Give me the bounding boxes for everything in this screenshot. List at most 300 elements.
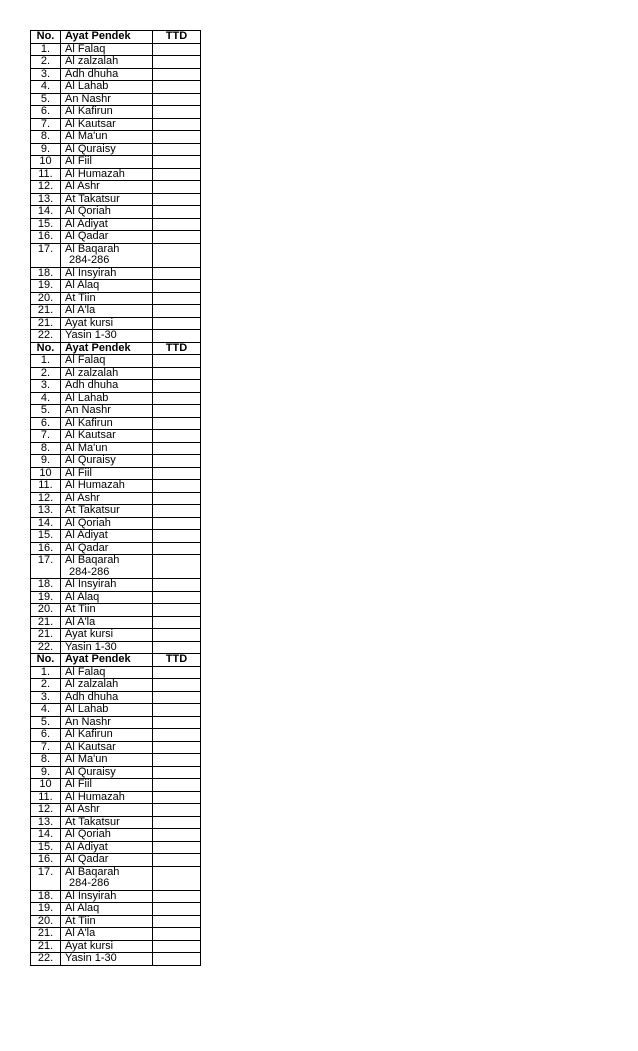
surah-name-cell <box>61 854 153 867</box>
row-number-cell: 13. <box>31 193 61 206</box>
surah-name: Al Alaq <box>65 279 100 291</box>
row-number-cell: 13. <box>31 505 61 518</box>
table-row <box>31 442 201 455</box>
signature-cell[interactable] <box>153 492 201 505</box>
signature-cell[interactable] <box>153 804 201 817</box>
table-row <box>31 218 201 231</box>
row-number-cell: 20. <box>31 604 61 617</box>
surah-name: Al zalzalah <box>65 55 119 67</box>
signature-cell[interactable] <box>153 480 201 493</box>
surah-name: Al Insyirah <box>65 578 117 590</box>
signature-cell[interactable] <box>153 43 201 56</box>
surah-name: Al Lahab <box>65 80 109 92</box>
row-number-cell: 12. <box>31 804 61 817</box>
row-number-cell: 20. <box>31 292 61 305</box>
row-number-cell: 11. <box>31 791 61 804</box>
signature-cell[interactable] <box>153 866 201 890</box>
table-row <box>31 741 201 754</box>
surah-name: At Tiin <box>65 603 96 615</box>
row-number-cell: 8. <box>31 442 61 455</box>
row-number-cell: 16. <box>31 542 61 555</box>
table-row <box>31 380 201 393</box>
signature-cell[interactable] <box>153 367 201 380</box>
surah-name-cell <box>61 131 153 144</box>
surah-verse-range: 284-286 <box>69 254 110 266</box>
surah-name: At Tiin <box>65 915 96 927</box>
row-number-cell: 9. <box>31 455 61 468</box>
surah-name: Al Fiil <box>65 778 92 790</box>
surah-name: Yasin 1-30 <box>65 952 117 964</box>
table-row <box>31 903 201 916</box>
surah-name: Ayat kursi <box>65 940 114 952</box>
surah-name-cell <box>61 505 153 518</box>
signature-cell[interactable] <box>153 716 201 729</box>
surah-name-cell <box>61 305 153 318</box>
signature-cell[interactable] <box>153 417 201 430</box>
table-header-row <box>31 342 201 355</box>
surah-name-cell <box>61 267 153 280</box>
signature-cell[interactable] <box>153 56 201 69</box>
table-row <box>31 292 201 305</box>
row-number-cell: 21. <box>31 616 61 629</box>
table-row <box>31 505 201 518</box>
table-row <box>31 168 201 181</box>
ayat-checklist-sheet <box>30 30 200 966</box>
table-row <box>31 317 201 330</box>
surah-name-cell <box>61 591 153 604</box>
surah-name: Yasin 1-30 <box>65 329 117 341</box>
table-row <box>31 591 201 604</box>
row-number-cell: 1. <box>31 666 61 679</box>
surah-name-cell <box>61 206 153 219</box>
surah-name-cell <box>61 143 153 156</box>
signature-cell[interactable] <box>153 629 201 642</box>
surah-name: Al Qoriah <box>65 517 111 529</box>
header-no-cell: No. <box>31 31 61 44</box>
surah-name: Al Kafirun <box>65 417 113 429</box>
table-row <box>31 641 201 654</box>
row-number-cell: 21. <box>31 317 61 330</box>
surah-name-cell <box>61 866 153 890</box>
signature-cell[interactable] <box>153 928 201 941</box>
table-row <box>31 181 201 194</box>
table-row <box>31 555 201 579</box>
surah-name: Al Humazah <box>65 168 125 180</box>
signature-cell[interactable] <box>153 455 201 468</box>
row-number-cell: 22. <box>31 953 61 966</box>
table-row <box>31 330 201 343</box>
surah-name: Al Humazah <box>65 791 125 803</box>
surah-name-cell <box>61 93 153 106</box>
surah-name-cell <box>61 68 153 81</box>
surah-name: Al Baqarah <box>65 866 120 878</box>
table-row <box>31 704 201 717</box>
surah-name-cell <box>61 779 153 792</box>
row-number-cell: 9. <box>31 766 61 779</box>
surah-name: Al Kautsar <box>65 118 116 130</box>
surah-name-cell <box>61 716 153 729</box>
signature-cell[interactable] <box>153 392 201 405</box>
signature-cell[interactable] <box>153 118 201 131</box>
row-number-cell: 17. <box>31 555 61 579</box>
surah-name-cell <box>61 754 153 767</box>
row-number-cell: 2. <box>31 367 61 380</box>
table-row <box>31 93 201 106</box>
row-number-cell: 2. <box>31 679 61 692</box>
surah-name: Al Qadar <box>65 230 109 242</box>
signature-cell[interactable] <box>153 355 201 368</box>
surah-name-cell <box>61 317 153 330</box>
row-number-cell: 17. <box>31 866 61 890</box>
surah-name-cell <box>61 355 153 368</box>
surah-name: Al Quraisy <box>65 143 116 155</box>
table-row <box>31 854 201 867</box>
signature-cell[interactable] <box>153 93 201 106</box>
table-row <box>31 405 201 418</box>
table-row <box>31 243 201 267</box>
row-number-cell: 18. <box>31 890 61 903</box>
table-row <box>31 890 201 903</box>
surah-name-cell <box>61 106 153 119</box>
surah-name: Ayat kursi <box>65 317 114 329</box>
row-number-cell: 3. <box>31 68 61 81</box>
table-row <box>31 492 201 505</box>
surah-name-cell <box>61 118 153 131</box>
surah-name-cell <box>61 56 153 69</box>
row-number-cell: 21. <box>31 928 61 941</box>
row-number-cell: 6. <box>31 729 61 742</box>
row-number-cell: 7. <box>31 741 61 754</box>
signature-cell[interactable] <box>153 829 201 842</box>
row-number-cell: 5. <box>31 93 61 106</box>
surah-name-cell <box>61 616 153 629</box>
signature-cell[interactable] <box>153 890 201 903</box>
table-row <box>31 579 201 592</box>
surah-name-cell <box>61 367 153 380</box>
signature-cell[interactable] <box>153 206 201 219</box>
row-number-cell: 15. <box>31 841 61 854</box>
signature-cell[interactable] <box>153 641 201 654</box>
table-row <box>31 417 201 430</box>
row-number-cell: 21. <box>31 629 61 642</box>
signature-cell[interactable] <box>153 555 201 579</box>
surah-name: Al Kautsar <box>65 429 116 441</box>
row-number-cell: 8. <box>31 131 61 144</box>
surah-name-cell <box>61 292 153 305</box>
surah-name: Al Alaq <box>65 591 100 603</box>
row-number-cell: 5. <box>31 716 61 729</box>
surah-name-cell <box>61 380 153 393</box>
header-no-cell: No. <box>31 654 61 667</box>
surah-name: Al Baqarah <box>65 554 120 566</box>
table-row <box>31 280 201 293</box>
row-number-cell: 19. <box>31 280 61 293</box>
table-row <box>31 604 201 617</box>
surah-name: An Nashr <box>65 716 111 728</box>
row-number-cell: 14. <box>31 517 61 530</box>
surah-name-cell <box>61 455 153 468</box>
surah-name: Al Fiil <box>65 467 92 479</box>
surah-verse-range: 284-286 <box>69 565 110 578</box>
signature-cell[interactable] <box>153 691 201 704</box>
row-number-cell: 12. <box>31 181 61 194</box>
signature-cell[interactable] <box>153 106 201 119</box>
signature-cell[interactable] <box>153 267 201 280</box>
surah-name-cell <box>61 816 153 829</box>
header-name-cell: Ayat Pendek <box>61 654 153 667</box>
surah-name-cell <box>61 890 153 903</box>
signature-cell[interactable] <box>153 953 201 966</box>
surah-name-cell <box>61 517 153 530</box>
signature-cell[interactable] <box>153 666 201 679</box>
signature-cell[interactable] <box>153 81 201 94</box>
table-row <box>31 467 201 480</box>
surah-name: Al A'la <box>65 927 96 939</box>
surah-name-cell <box>61 405 153 418</box>
surah-name: Al Insyirah <box>65 267 117 279</box>
surah-name: Al Qadar <box>65 853 109 865</box>
row-number-cell: 18. <box>31 579 61 592</box>
header-ttd-cell: TTD <box>153 342 201 355</box>
surah-name: Adh dhuha <box>65 379 119 391</box>
signature-cell[interactable] <box>153 517 201 530</box>
surah-name: Al Kautsar <box>65 741 116 753</box>
table-row <box>31 666 201 679</box>
row-number-cell: 22. <box>31 330 61 343</box>
table-row <box>31 267 201 280</box>
signature-cell[interactable] <box>153 380 201 393</box>
row-number-cell: 7. <box>31 430 61 443</box>
signature-cell[interactable] <box>153 579 201 592</box>
surah-name: An Nashr <box>65 404 111 416</box>
signature-cell[interactable] <box>153 766 201 779</box>
surah-name-cell <box>61 629 153 642</box>
row-number-cell: 5. <box>31 405 61 418</box>
table-row <box>31 392 201 405</box>
table-row <box>31 816 201 829</box>
surah-name: Al Ashr <box>65 180 100 192</box>
row-number-cell: 19. <box>31 591 61 604</box>
signature-cell[interactable] <box>153 292 201 305</box>
row-number-cell: 20. <box>31 915 61 928</box>
header-no-cell: No. <box>31 342 61 355</box>
surah-name-cell <box>61 641 153 654</box>
row-number-cell: 3. <box>31 691 61 704</box>
surah-name-cell <box>61 903 153 916</box>
signature-cell[interactable] <box>153 591 201 604</box>
signature-cell[interactable] <box>153 156 201 169</box>
signature-cell[interactable] <box>153 68 201 81</box>
surah-name-cell <box>61 218 153 231</box>
table-row <box>31 616 201 629</box>
table-row <box>31 779 201 792</box>
surah-name: Yasin 1-30 <box>65 641 117 653</box>
row-number-cell: 9. <box>31 143 61 156</box>
header-name-cell: Ayat Pendek <box>61 31 153 44</box>
table-row <box>31 305 201 318</box>
signature-cell[interactable] <box>153 530 201 543</box>
signature-cell[interactable] <box>153 816 201 829</box>
signature-cell[interactable] <box>153 243 201 267</box>
signature-cell[interactable] <box>153 616 201 629</box>
table-row <box>31 455 201 468</box>
surah-name-cell <box>61 417 153 430</box>
signature-cell[interactable] <box>153 903 201 916</box>
surah-name-cell <box>61 280 153 293</box>
surah-name-cell <box>61 43 153 56</box>
table-row <box>31 355 201 368</box>
row-number-cell: 14. <box>31 829 61 842</box>
surah-name: Adh dhuha <box>65 68 119 80</box>
signature-cell[interactable] <box>153 168 201 181</box>
signature-cell[interactable] <box>153 405 201 418</box>
row-number-cell: 17. <box>31 243 61 267</box>
table-row <box>31 953 201 966</box>
surah-name-cell <box>61 231 153 244</box>
row-number-cell: 21. <box>31 305 61 318</box>
row-number-cell: 8. <box>31 754 61 767</box>
surah-name-cell <box>61 555 153 579</box>
surah-name-cell <box>61 392 153 405</box>
surah-name: Al A'la <box>65 304 96 316</box>
surah-name-cell <box>61 542 153 555</box>
signature-cell[interactable] <box>153 143 201 156</box>
table-row <box>31 928 201 941</box>
row-number-cell: 1. <box>31 43 61 56</box>
row-number-cell: 4. <box>31 392 61 405</box>
row-number-cell: 10 <box>31 467 61 480</box>
table-row <box>31 542 201 555</box>
surah-name: Al Ma'un <box>65 130 108 142</box>
row-number-cell: 16. <box>31 231 61 244</box>
surah-name-cell <box>61 953 153 966</box>
surah-name: At Takatsur <box>65 816 120 828</box>
row-number-cell: 10 <box>31 779 61 792</box>
row-number-cell: 12. <box>31 492 61 505</box>
surah-name-cell <box>61 604 153 617</box>
surah-name: Al zalzalah <box>65 367 119 379</box>
surah-name: Al Lahab <box>65 392 109 404</box>
surah-name-cell <box>61 530 153 543</box>
surah-name: Adh dhuha <box>65 691 119 703</box>
surah-name-cell <box>61 928 153 941</box>
surah-name: Al Humazah <box>65 479 125 491</box>
row-number-cell: 4. <box>31 81 61 94</box>
signature-cell[interactable] <box>153 754 201 767</box>
table-header-row <box>31 654 201 667</box>
surah-name: Al Baqarah <box>65 243 120 255</box>
surah-name: Al Adiyat <box>65 218 108 230</box>
row-number-cell: 16. <box>31 854 61 867</box>
surah-name-cell <box>61 915 153 928</box>
signature-cell[interactable] <box>153 442 201 455</box>
signature-cell[interactable] <box>153 218 201 231</box>
signature-cell[interactable] <box>153 741 201 754</box>
header-name-cell: Ayat Pendek <box>61 342 153 355</box>
signature-cell[interactable] <box>153 467 201 480</box>
row-number-cell: 4. <box>31 704 61 717</box>
surah-name: Al A'la <box>65 616 96 628</box>
signature-cell[interactable] <box>153 791 201 804</box>
row-number-cell: 3. <box>31 380 61 393</box>
signature-cell[interactable] <box>153 915 201 928</box>
row-number-cell: 11. <box>31 168 61 181</box>
signature-cell[interactable] <box>153 330 201 343</box>
surah-name-cell <box>61 766 153 779</box>
signature-cell[interactable] <box>153 841 201 854</box>
row-number-cell: 15. <box>31 530 61 543</box>
signature-cell[interactable] <box>153 542 201 555</box>
table-row <box>31 866 201 890</box>
surah-name-cell <box>61 480 153 493</box>
row-number-cell: 19. <box>31 903 61 916</box>
ayat-checklist-table <box>30 30 201 966</box>
surah-name-cell <box>61 156 153 169</box>
surah-name-cell <box>61 741 153 754</box>
signature-cell[interactable] <box>153 679 201 692</box>
signature-cell[interactable] <box>153 729 201 742</box>
surah-name: Al Ashr <box>65 803 100 815</box>
table-row <box>31 68 201 81</box>
row-number-cell: 13. <box>31 816 61 829</box>
signature-cell[interactable] <box>153 181 201 194</box>
surah-name-cell <box>61 691 153 704</box>
table-row <box>31 766 201 779</box>
table-row <box>31 679 201 692</box>
surah-name-cell <box>61 940 153 953</box>
surah-name: Al Lahab <box>65 703 109 715</box>
row-number-cell: 6. <box>31 106 61 119</box>
signature-cell[interactable] <box>153 317 201 330</box>
table-row <box>31 106 201 119</box>
signature-cell[interactable] <box>153 940 201 953</box>
signature-cell[interactable] <box>153 779 201 792</box>
surah-name: Al Alaq <box>65 902 100 914</box>
signature-cell[interactable] <box>153 131 201 144</box>
signature-cell[interactable] <box>153 704 201 717</box>
surah-name-cell <box>61 442 153 455</box>
surah-name: Al Ma'un <box>65 442 108 454</box>
signature-cell[interactable] <box>153 193 201 206</box>
surah-name: Al Adiyat <box>65 529 108 541</box>
table-row <box>31 430 201 443</box>
table-row <box>31 43 201 56</box>
signature-cell[interactable] <box>153 305 201 318</box>
table-row <box>31 156 201 169</box>
table-row <box>31 131 201 144</box>
surah-name-cell <box>61 193 153 206</box>
table-row <box>31 716 201 729</box>
table-row <box>31 629 201 642</box>
table-row <box>31 517 201 530</box>
header-ttd-cell: TTD <box>153 31 201 44</box>
surah-name: Al Quraisy <box>65 766 116 778</box>
signature-cell[interactable] <box>153 280 201 293</box>
table-row <box>31 56 201 69</box>
signature-cell[interactable] <box>153 231 201 244</box>
surah-name: Al Quraisy <box>65 454 116 466</box>
surah-name-cell <box>61 791 153 804</box>
surah-name: Al Falaq <box>65 354 106 366</box>
row-number-cell: 7. <box>31 118 61 131</box>
signature-cell[interactable] <box>153 854 201 867</box>
signature-cell[interactable] <box>153 604 201 617</box>
signature-cell[interactable] <box>153 430 201 443</box>
surah-name: Al Ashr <box>65 492 100 504</box>
surah-name-cell <box>61 729 153 742</box>
table-row <box>31 915 201 928</box>
signature-cell[interactable] <box>153 505 201 518</box>
